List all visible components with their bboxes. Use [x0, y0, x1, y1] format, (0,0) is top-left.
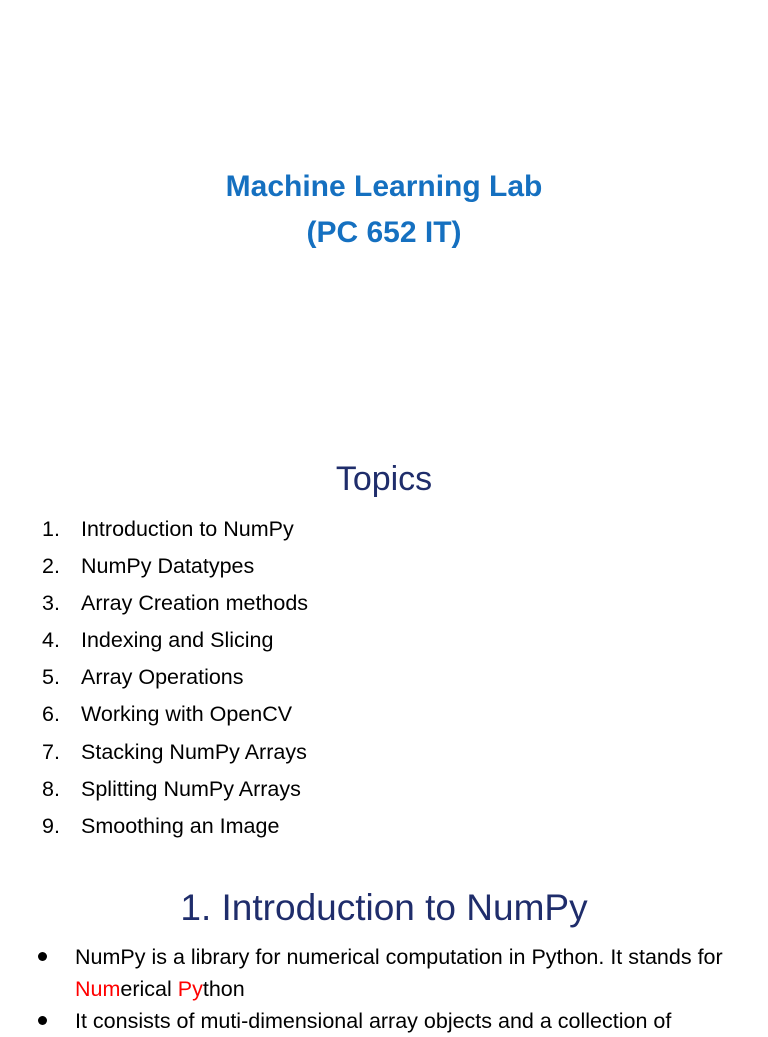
topic-number: 2.	[42, 554, 60, 579]
topic-number: 8.	[42, 776, 60, 801]
topics-heading: Topics	[335, 460, 433, 498]
topic-item	[42, 696, 308, 733]
topic-label: Smoothing an Image	[81, 813, 280, 838]
bullet-item	[0, 1005, 768, 1037]
topic-label: Array Creation methods	[81, 591, 309, 616]
topic-number: 9.	[42, 813, 60, 838]
topic-item	[42, 548, 308, 585]
topic-label: NumPy Datatypes	[81, 554, 255, 579]
bullet-text: thon	[202, 977, 245, 1001]
bullet-text: NumPy is a library for numerical computation in Python. It stands for	[75, 945, 723, 969]
document-title-line-1: Machine Learning Lab	[225, 170, 543, 203]
topic-number: 6.	[42, 702, 60, 727]
topic-label: Introduction to NumPy	[81, 517, 294, 541]
highlight-text: Py	[177, 977, 203, 1001]
bullet-dot-icon	[38, 952, 47, 961]
bullet-text: erical	[120, 977, 178, 1001]
topic-number: 4.	[42, 628, 60, 653]
topic-item	[42, 511, 308, 548]
highlight-text: Num	[75, 977, 121, 1001]
topic-item	[42, 659, 308, 696]
topic-item	[42, 622, 308, 659]
topic-number: 1.	[42, 517, 60, 541]
section-bullet-list	[0, 941, 768, 1037]
bullet-text: It consists of muti-dimensional array objects and a collection of	[75, 1009, 672, 1033]
topic-label: Indexing and Slicing	[81, 628, 274, 653]
topic-item	[42, 734, 308, 771]
topic-number: 7.	[42, 739, 60, 764]
topic-label: Array Operations	[81, 665, 244, 690]
bullet-item	[0, 941, 768, 1005]
topic-number: 3.	[42, 591, 60, 616]
topics-list	[42, 511, 308, 845]
topic-label: Splitting NumPy Arrays	[81, 776, 301, 801]
section-heading: 1. Introduction to NumPy	[180, 887, 588, 928]
topic-item	[42, 771, 308, 808]
topic-label: Working with OpenCV	[81, 702, 293, 727]
topic-item	[42, 585, 308, 622]
topic-label: Stacking NumPy Arrays	[81, 739, 307, 764]
topic-item	[42, 808, 308, 845]
topic-number: 5.	[42, 665, 60, 690]
document-title-line-2: (PC 652 IT)	[306, 216, 462, 249]
